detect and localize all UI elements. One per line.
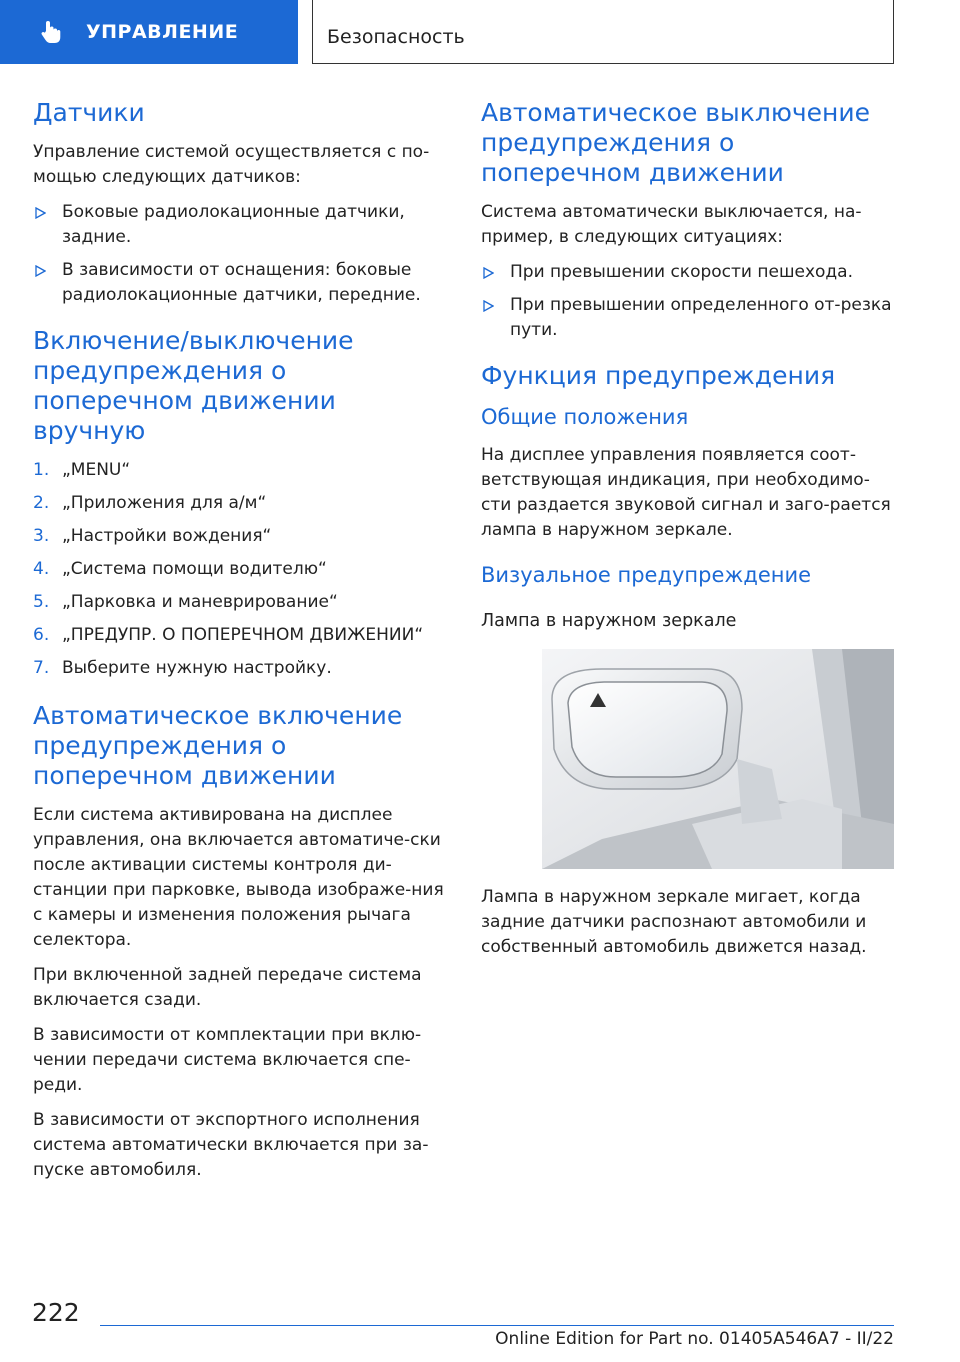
footer-divider <box>100 1325 894 1326</box>
auto-on-text: Если система активирована на дисплее управления, она включается автоматиче-ски после активации системы контроля ди-станции при парковке, вывода изображе-ния с камеры и изменения положения рычага селектора. <box>33 805 444 950</box>
hand-pointer-icon <box>38 19 64 45</box>
section-header <box>312 0 894 64</box>
list-item: 3. „Настройки вождения“ <box>33 526 272 546</box>
lamp-text: Лампа в наружном зеркале мигает, когда задние датчики распознают автомобили и собственный автомобиль движется назад. <box>481 887 867 957</box>
list-item: 5. „Парковка и маневрирование“ <box>33 592 338 612</box>
triangle-bullet-icon <box>35 265 46 277</box>
triangle-bullet-icon <box>483 267 494 279</box>
sensors-intro: Управление системой осуществляется с по-мощью следующих датчиков: <box>33 142 430 187</box>
list-item: При превышении определенного от-резка пути. <box>481 293 895 343</box>
auto-off-heading: Автоматическое выключение предупреждения о поперечном движении <box>481 98 871 187</box>
triangle-bullet-icon <box>35 207 46 219</box>
sensors-heading: Датчики <box>33 98 145 127</box>
manual-steps <box>33 458 445 681</box>
auto-on-text: В зависимости от экспортного исполнения система автоматически включается при за-пуске автомобиля. <box>33 1110 429 1180</box>
list-item: В зависимости от оснащения: боковые радиолокационные датчики, передние. <box>33 258 445 308</box>
auto-on-text: В зависимости от комплектации при вклю-чении передачи система включается спе-реди. <box>33 1025 422 1095</box>
lamp-heading: Лампа в наружном зеркале <box>481 611 737 631</box>
chapter-label: УПРАВЛЕНИЕ <box>86 21 239 43</box>
list-item: Боковые радиолокационные датчики, задние. <box>33 200 445 250</box>
list-item: 2. „Приложения для а/м“ <box>33 493 267 513</box>
right-column <box>481 98 895 970</box>
list-item: 7. Выберите нужную настройку. <box>33 658 332 678</box>
auto-off-list <box>481 260 895 343</box>
list-item: 4. „Система помощи водителю“ <box>33 559 327 579</box>
edition-text: Online Edition for Part no. 01405A546A7 - II/22 <box>495 1329 894 1349</box>
manual-heading: Включение/выключение предупреждения о поперечном движении вручную <box>33 326 354 445</box>
general-heading: Общие положения <box>481 405 689 429</box>
general-text: На дисплее управления появляется соот-ветствующая индикация, при необходимо-сти раздается звуковой сигнал и заго-рается лампа в наружном зеркале. <box>481 445 891 540</box>
list-item: 1. „MENU“ <box>33 460 131 480</box>
chapter-tab[interactable] <box>0 0 298 64</box>
left-column <box>33 98 445 1193</box>
list-item: 6. „ПРЕДУПР. О ПОПЕРЕЧНОМ ДВИЖЕНИИ“ <box>33 625 424 645</box>
visual-warning-heading: Визуальное предупреждение <box>481 563 812 587</box>
auto-on-text: При включенной задней передаче система включается сзади. <box>33 965 422 1010</box>
triangle-bullet-icon <box>483 300 494 312</box>
list-item: При превышении скорости пешехода. <box>481 260 895 285</box>
auto-on-heading: Автоматическое включение предупреждения о поперечном движении <box>33 701 403 790</box>
section-label: Безопасность <box>327 26 465 48</box>
page-number: 222 <box>32 1298 80 1327</box>
auto-off-intro: Система автоматически выключается, на-пример, в следующих ситуациях: <box>481 202 862 247</box>
mirror-photo <box>542 649 894 869</box>
function-heading: Функция предупреждения <box>481 361 836 390</box>
sensors-list <box>33 200 445 308</box>
